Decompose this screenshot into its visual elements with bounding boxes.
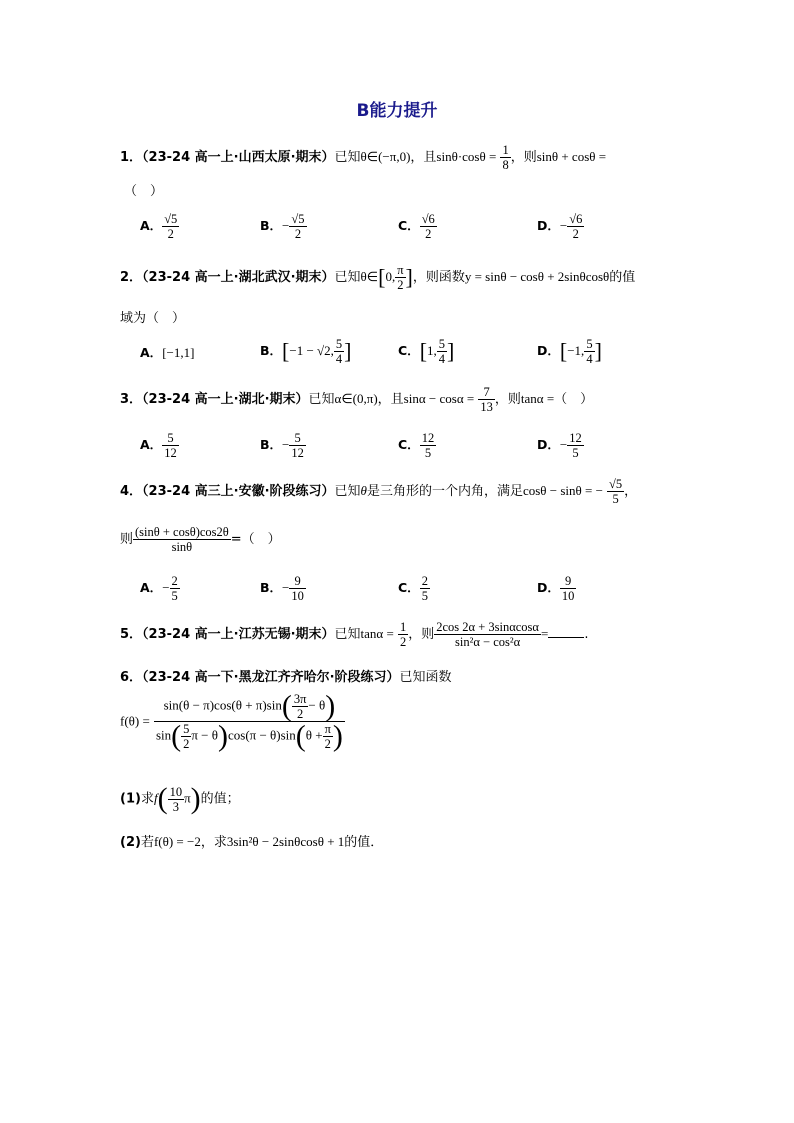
question-3: 3．（23-24 高一上·湖北·期末）已知α∈(0,π)，且sinα − cosα = $\frac{7}{13}$ ，则tanα =（ ） xyxy=(120,385,594,414)
question-number: 3． xyxy=(120,392,143,407)
question-number: 2． xyxy=(120,270,143,285)
question-text: ，且 xyxy=(410,150,437,165)
option-d[interactable]: D．− $\frac{12}{5}$ xyxy=(537,431,582,460)
question-source: （23-24 高一上·山西太原·期末） xyxy=(142,150,335,165)
math-expr: tanα = xyxy=(360,626,394,641)
option-label: A． xyxy=(140,345,163,360)
question-4: 4．（23-24 高三上·安徽·阶段练习）已知θ是三角形的一个内角，满足cosθ − sinθ = − $\frac{√5}{5}$ ， xyxy=(120,477,638,506)
fraction: $\frac{√5}{2}$ xyxy=(291,212,305,241)
option-label: C． xyxy=(398,218,420,233)
option-label: D． xyxy=(537,580,560,595)
math-expr: 0, xyxy=(385,269,396,284)
question-source: （23-24 高一下·黑龙江齐齐哈尔·阶段练习） xyxy=(142,670,400,685)
question-number: 1． xyxy=(120,150,143,165)
option-d[interactable]: D． $\frac{9}{10}$ xyxy=(537,574,575,603)
question-text: 已知 xyxy=(334,627,361,642)
math-expr: sinθ·cosθ = xyxy=(436,149,497,164)
question-text: 则 xyxy=(120,532,134,547)
option-b[interactable]: B．− $\frac{5}{12}$ xyxy=(260,431,304,460)
option-label: A． xyxy=(140,580,163,595)
sub-question-1: (1)求f( $\frac{10}{3}$ π)的值； xyxy=(120,782,240,815)
question-text: 已知 xyxy=(308,392,335,407)
math-expr: α∈(0,π) xyxy=(334,391,378,406)
answer-blank[interactable] xyxy=(548,625,584,638)
question-text-cont: 则 $\frac{(\sin\theta + \cos\theta)\cos 2\theta}{\sin\theta}$ =（ ） xyxy=(120,525,281,554)
fraction: $\frac{√6}{2}$ xyxy=(421,212,435,241)
question-text: ，则 xyxy=(510,150,537,165)
option-label: D． xyxy=(537,343,560,358)
option-label: D． xyxy=(537,218,560,233)
option-c[interactable]: C． $\frac{2}{5}$ xyxy=(398,574,428,603)
option-label: C． xyxy=(398,437,420,452)
question-text: ，则 xyxy=(494,392,521,407)
fraction: $\frac{\pi}{2}$ xyxy=(397,263,404,292)
answer-paren: =（ ） xyxy=(230,532,281,547)
question-text: ，且 xyxy=(377,392,404,407)
option-b[interactable]: B．− $\frac{9}{10}$ xyxy=(260,574,304,603)
question-2: 2．（23-24 高一上·湖北武汉·期末）已知θ∈[0, $\frac{\pi}{2}$ ]，则函数y = sinθ − cosθ + 2sinθcosθ的值 xyxy=(120,263,636,292)
option-label: D． xyxy=(537,437,560,452)
question-text: 是三角形的一个内角，满足 xyxy=(366,484,523,499)
math-expr: y = sinθ − cosθ + 2sinθcosθ xyxy=(464,269,610,284)
option-label: A． xyxy=(140,218,163,233)
fraction: $\frac{√5}{2}$ xyxy=(164,212,178,241)
question-text: 的值 xyxy=(609,270,636,285)
answer-paren: （ ） xyxy=(124,184,164,199)
math-expr: tanα = xyxy=(520,391,555,406)
question-text: ， xyxy=(624,484,638,499)
question-5: 5．（23-24 高一上·江苏无锡·期末）已知tanα = $\frac{1}{2}$ ，则 $\frac{2\cos 2\alpha + 3\sin\alpha\cos\alpha}{\text{sin²α − cos²α}}$ = . xyxy=(120,620,589,649)
option-b[interactable]: B．− $\frac{√5}{2}$ xyxy=(260,212,305,241)
answer-paren: （ ） xyxy=(554,392,594,407)
option-c[interactable]: C．[1, $\frac{5}{4}$ ] xyxy=(398,337,455,366)
option-d[interactable]: D．− $\frac{√6}{2}$ xyxy=(537,212,583,241)
math-expr: θ∈(−π,0) xyxy=(360,149,411,164)
math-expr: θ xyxy=(360,483,367,498)
option-label: A． xyxy=(140,437,163,452)
question-text: 已知 xyxy=(334,484,361,499)
option-a[interactable]: A．[−1,1] xyxy=(140,345,195,360)
option-c[interactable] xyxy=(398,212,437,241)
option-d[interactable]: D．[−1, $\frac{5}{4}$ ] xyxy=(537,337,602,366)
option-label: B． xyxy=(260,437,283,452)
math-expr: sinθ + cosθ = xyxy=(536,149,607,164)
question-source: （23-24 高三上·安徽·阶段练习） xyxy=(142,484,335,499)
math-expr: θ∈ xyxy=(360,269,379,284)
option-label: B． xyxy=(260,580,283,595)
option-label: C． xyxy=(398,580,420,595)
fraction: $\frac{1}{8}$ xyxy=(502,143,509,172)
option-a[interactable] xyxy=(140,212,179,241)
question-text: 已知 xyxy=(334,270,361,285)
question-source: （23-24 高一上·江苏无锡·期末） xyxy=(142,627,335,642)
question-text: 已知函数 xyxy=(399,670,452,685)
option-a[interactable]: A． $\frac{5}{12}$ xyxy=(140,431,177,460)
question-source: （23-24 高一上·湖北·期末） xyxy=(142,392,309,407)
question-1 xyxy=(120,143,606,172)
question-text-cont: 域为（ ） xyxy=(120,311,186,326)
question-source: （23-24 高一上·湖北武汉·期末） xyxy=(142,270,335,285)
question-6 xyxy=(120,666,452,685)
question-number: 4． xyxy=(120,484,143,499)
question-text: 已知 xyxy=(334,150,361,165)
option-label: C． xyxy=(398,343,420,358)
math-expr: cosθ − sinθ = − xyxy=(522,483,603,498)
option-label: B． xyxy=(260,218,283,233)
option-a[interactable]: A．− $\frac{2}{5}$ xyxy=(140,574,178,603)
function-formula: f(θ) = sin(θ − π)cos(θ + π)sin( $\frac{3\pi}{2}$ − θ) sin( $\frac{5}{2}$ π − θ)cos(π − θ)sin(θ + $\frac{\pi}{2}$ ) xyxy=(120,689,343,753)
option-c[interactable]: C． $\frac{12}{5}$ xyxy=(398,431,435,460)
sub-question-2: (2)若f(θ) = −2，求3sin²θ − 2sinθcosθ + 1的值． xyxy=(120,834,384,850)
fraction: $\frac{√6}{2}$ xyxy=(569,212,583,241)
question-number: 6． xyxy=(120,670,143,685)
option-label: B． xyxy=(260,343,283,358)
page-title: B能力提升 xyxy=(356,101,438,121)
option-b[interactable]: B．[−1 − √2, $\frac{5}{4}$ ] xyxy=(260,337,352,366)
question-text: ，则函数 xyxy=(412,270,465,285)
question-number: 5． xyxy=(120,627,143,642)
math-expr: sinα − cosα = xyxy=(403,391,475,406)
question-text: ，则 xyxy=(408,627,435,642)
